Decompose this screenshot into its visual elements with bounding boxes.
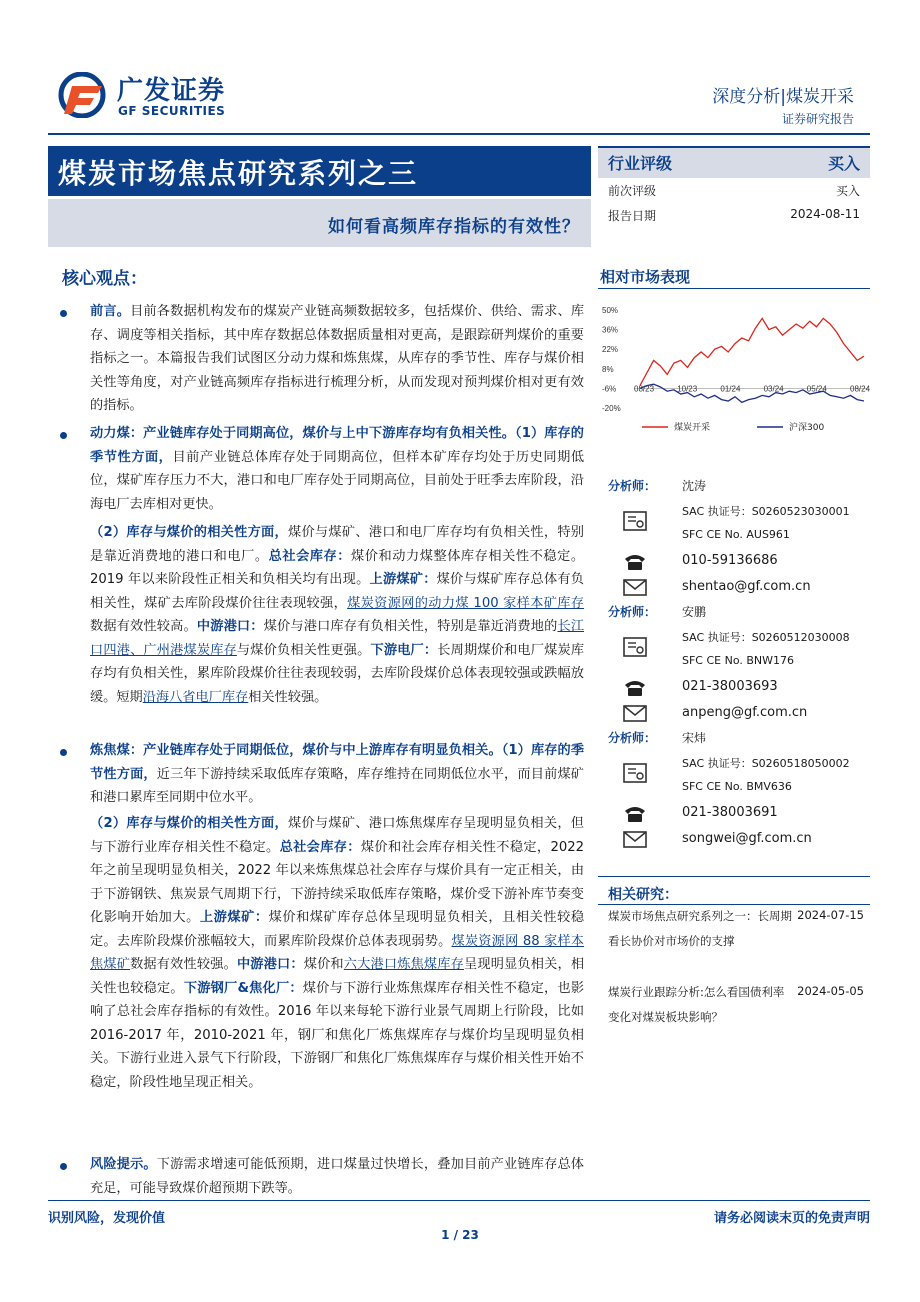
core-title: 核心观点： (62, 269, 147, 289)
body-text: 煤价与下游行业炼焦煤库存相关性不稳定，也影响了总社会库存指标的有效性。2016 年以来每轮下游行业景气周期上行阶段，比如 2016-2017 年，2010-2021 年，钢厂和焦化厂炼焦煤库存与煤价均呈现明显负相关。下游行业进入景气下行阶段，下游钢厂和焦化厂炼焦煤库存与煤价相关性开始不稳定，阶段性地呈现正相关。 (90, 980, 585, 1090)
footer-disclaimer[interactable]: 请务必阅读末页的免责声明 (713, 1211, 870, 1226)
body-text: 目前各数据机构发布的煤炭产业链高频数据较多，包括煤价、供给、需求、库存、调度等相关指标，其中库存数据总体数据质量相对更高，是跟踪研判煤价的重要指标之一。本篇报告我们试图区分动力煤和炼焦煤，从库存的季节性、库存与煤价相关性等角度，对产业链高频库存指标进行梳理分析，从而发现对预判煤价相对更有效的指标。 (90, 304, 585, 413)
legend-label: 煤炭开采 (674, 423, 711, 433)
brand-name-cn: 广发证券 (117, 76, 226, 106)
related-item-text[interactable]: 煤炭市场焦点研究系列之一：长周期看长协价对市场价的支撑 (608, 909, 792, 948)
body-text: 煤价与煤矿、港口和电厂库存均有负相关性，特别是靠近消费地的港口和电厂。 (90, 525, 584, 564)
analyst-email[interactable]: shentao@gf.com.cn (682, 579, 811, 594)
body-text: 煤价和煤矿库存总体呈现明显负相关，且相关性较稳定。去库阶段煤价涨幅较大，而累库阶段煤价总体表现弱势。 (90, 910, 585, 949)
lead-text: 下游电厂： (370, 642, 438, 658)
body-text: 煤价与煤矿库存总体有负相关性，煤矿去库阶段煤价往往表现较强， (90, 572, 584, 611)
lead-text: 上游煤矿： (199, 910, 269, 925)
underlined-text: 六大港口炼焦煤库存 (343, 957, 464, 972)
y-tick-label: -20% (602, 404, 621, 413)
related-title: 相关研究： (608, 887, 678, 903)
analyst-sfc: SFC CE No. AUS961 (682, 528, 790, 541)
x-tick-label: 01/24 (720, 384, 741, 394)
lead-text: （2）库存与煤价的相关性方面， (90, 816, 288, 831)
market-divider (598, 288, 870, 289)
analyst-label: 分析师： (608, 479, 657, 493)
body-text: 煤价和动力煤整体库存相关性不稳定。2019 年以来阶段性正相关和负相关均有出现。 (90, 548, 585, 587)
series-line-0 (640, 318, 864, 385)
footer-divider (48, 1200, 870, 1201)
body-text: 煤价与煤矿、港口炼焦煤库存呈现明显负相关，但与下游行业库存相关性不稳定。 (90, 816, 584, 855)
analyst-email[interactable]: anpeng@gf.com.cn (682, 705, 808, 720)
y-tick-label: 36% (602, 325, 619, 335)
body-text: 目前产业链总体库存处于同期高位，但样本矿库存均处于历史同期低位，煤矿库存压力不大，港口和电厂库存处于同期高位，目前处于旺季去库阶段，沿海电厂去库相对更快。 (90, 449, 585, 512)
lead-text: （2）库存与煤价的相关性方面， (90, 525, 288, 540)
mail-icon (622, 577, 648, 597)
lead-text: 中游港口： (236, 957, 304, 972)
body-text: 数据有效性较强。 (130, 957, 237, 972)
body-text: 煤价与港口库存有负相关性，特别是靠近消费地的 (263, 619, 558, 634)
bullet-icon (60, 310, 67, 317)
analyst-sac: SAC 执证号：S0260518050002 (682, 757, 850, 770)
related-item-text[interactable]: 煤炭行业跟踪分析:怎么看国债利率变化对煤炭板块影响？ (608, 985, 785, 1024)
y-tick-label: 50% (602, 306, 619, 315)
body-text: 下游需求增速可能低预期，进口煤量过快增长，叠加目前产业链库存总体充足，可能导致煤价超预期下跌等。 (90, 1157, 584, 1196)
related-item-date: 2024-05-05 (797, 984, 864, 998)
phone-icon (622, 551, 648, 571)
rating-label: 行业评级 (608, 154, 673, 173)
report-date-label: 报告日期 (608, 209, 657, 223)
paragraph-coking-correlation (90, 812, 584, 1094)
mail-icon (622, 829, 648, 849)
prev-rating-value: 买入 (835, 184, 860, 198)
lead-text: 前言。 (90, 304, 131, 319)
analyst-email[interactable]: songwei@gf.com.cn (682, 831, 812, 846)
report-date-value: 2024-08-11 (790, 207, 860, 221)
related-divider-top (598, 876, 870, 877)
certificate-icon (622, 511, 648, 531)
x-tick-label: 03/24 (763, 384, 784, 394)
body-text: 近三年下游持续采取低库存策略，库存维持在同期低位水平，而目前煤矿和港口累库至同期中位水平。 (90, 766, 584, 805)
analyst-sfc: SFC CE No. BNW176 (682, 654, 795, 667)
body-text: 煤价和 (303, 957, 344, 972)
analyst-name: 宋炜 (682, 731, 707, 745)
body-text: 呈现明显负相关，相关性也较稳定。 (90, 957, 585, 996)
y-tick-label: 8% (602, 364, 614, 374)
analyst-sac: SAC 执证号：S0260523030001 (682, 505, 850, 518)
lead-text: 风险提示。 (90, 1157, 157, 1172)
report-subtype: 证券研究报告 (781, 112, 854, 126)
underlined-text: 沿海八省电厂库存 (142, 689, 249, 705)
paragraph-thermal-correlation (90, 521, 584, 709)
lead-text: 中游港口： (196, 619, 264, 634)
report-title: 煤炭市场焦点研究系列之三 (58, 157, 419, 190)
report-subtitle: 如何看高频库存指标的有效性？ (328, 217, 580, 237)
x-tick-label: 08/24 (850, 384, 871, 394)
rating-value: 买入 (827, 154, 860, 173)
body-text: 相关性较强。 (248, 689, 328, 705)
phone-icon (622, 677, 648, 697)
bullet-icon (60, 1163, 67, 1170)
paragraph-thermal-coal (90, 422, 584, 516)
lead-text: 炼焦煤：产业链库存处于同期低位，煤价与中上游库存有明显负相关。 (90, 743, 502, 758)
analyst-label: 分析师： (608, 731, 657, 745)
underlined-text: 长江口四港、广州港煤炭库存 (90, 619, 585, 658)
analyst-name: 沈涛 (682, 479, 707, 493)
report-type: 深度分析|煤炭开采 (712, 87, 854, 107)
x-tick-label: 05/24 (806, 384, 827, 394)
paragraph-intro (90, 300, 584, 418)
header-divider (48, 133, 870, 135)
certificate-icon (622, 637, 648, 657)
analyst-name: 安鹏 (682, 605, 707, 619)
legend-label: 沪深300 (789, 423, 825, 433)
series-line-1 (640, 384, 864, 402)
analyst-phone: 010-59136686 (682, 553, 778, 568)
mail-icon (622, 703, 648, 723)
relative-performance-chart (600, 300, 872, 442)
lead-text: 总社会库存： (279, 839, 361, 855)
bullet-icon (60, 432, 67, 439)
page-number: 1 / 23 (441, 1228, 479, 1242)
x-tick-label: 08/23 (634, 384, 655, 394)
analyst-phone: 021-38003691 (682, 805, 778, 820)
phone-icon (622, 803, 648, 823)
certificate-icon (622, 763, 648, 783)
body-text: 煤价和社会库存相关性不稳定，2022 年之前呈现明显负相关，2022 年以来炼焦煤总社会库存与煤价具有一定正相关，由于下游钢铁、焦炭景气周期下行，下游持续采取低库存策略，煤价受下游补库节奏变化影响开始加大。 (90, 839, 585, 925)
analyst-sfc: SFC CE No. BMV636 (682, 780, 792, 793)
body-text: 长周期煤价和电厂煤炭库存均有负相关性，累库阶段煤价往往表现较弱，去库阶段煤价总体表现较强或跌幅放缓。短期 (90, 642, 585, 705)
prev-rating-label: 前次评级 (608, 184, 657, 198)
market-title: 相对市场表现 (600, 268, 691, 286)
underlined-text: 煤炭资源网 88 家样本焦煤矿 (90, 933, 584, 972)
underlined-text: 煤炭资源网的动力煤 100 家样本矿库存 (347, 595, 584, 611)
analyst-sac: SAC 执证号：S0260512030008 (682, 631, 850, 644)
lead-text: 上游煤矿： (369, 572, 437, 587)
y-tick-label: 22% (602, 345, 619, 355)
x-tick-label: 10/23 (677, 384, 698, 394)
bullet-icon (60, 749, 67, 756)
brand-name-en: GF SECURITIES (118, 104, 226, 118)
body-text: 与煤价负相关性更强。 (236, 642, 371, 658)
footer-slogan: 识别风险，发现价值 (48, 1211, 166, 1226)
paragraph-coking-coal (90, 739, 584, 810)
analyst-label: 分析师： (608, 605, 657, 619)
analyst-phone: 021-38003693 (682, 679, 778, 694)
gf-logo-icon (58, 72, 110, 118)
related-item-date: 2024-07-15 (797, 908, 864, 922)
lead-text: 下游钢厂&焦化厂： (183, 980, 303, 996)
lead-text: 总社会库存： (268, 548, 352, 564)
lead-text: （1）库存的季节性方面， (90, 743, 585, 782)
paragraph-risk (90, 1153, 584, 1200)
y-tick-label: -6% (602, 384, 617, 394)
lead-text: 动力煤：产业链库存处于同期高位，煤价与上中下游库存均有负相关性。（1）库存的季节性方面， (90, 426, 584, 465)
body-text: 数据有效性较高。 (90, 619, 197, 634)
